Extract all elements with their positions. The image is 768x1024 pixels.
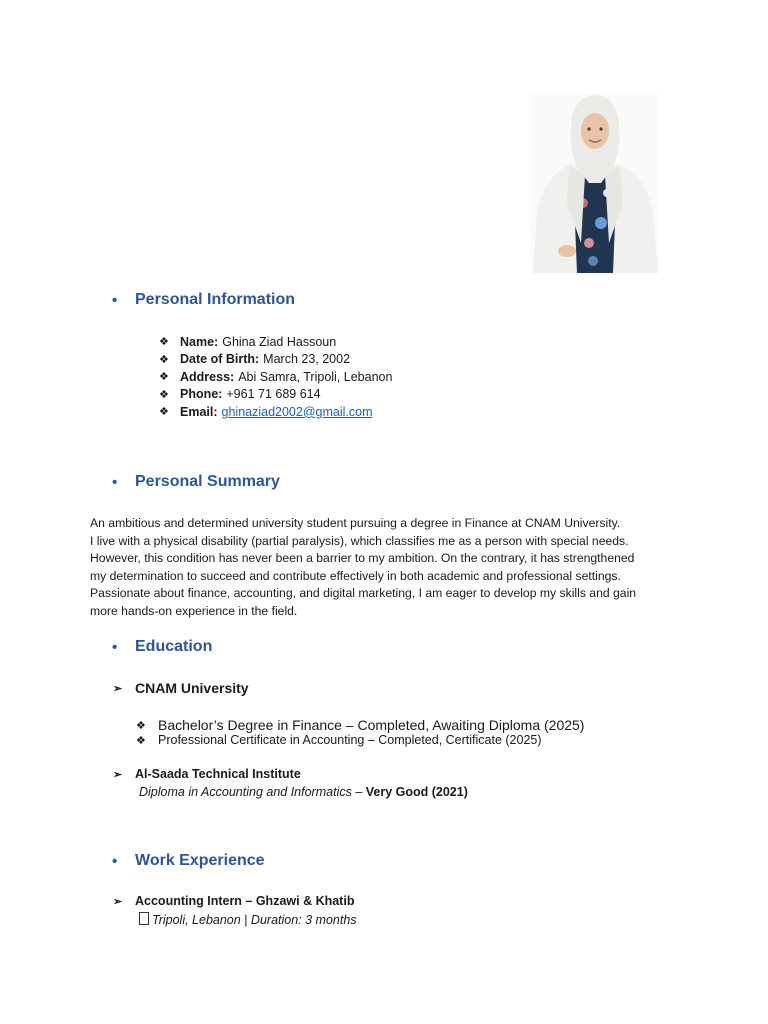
profile-photo: [531, 93, 658, 273]
diploma-name: Diploma in Accounting and Informatics: [139, 785, 352, 799]
education-cnam: [113, 680, 249, 696]
diamond-bullet-icon: ❖: [159, 388, 169, 401]
degree-text: Bachelor’s Degree in Finance – Completed, Awaiting Diploma (2025): [158, 717, 585, 733]
institution-name: Al-Saada Technical Institute: [135, 767, 301, 781]
personal-info-heading: [112, 291, 295, 309]
info-phone: [159, 386, 392, 404]
diploma-line: [139, 785, 468, 799]
heading-text: Work Experience: [135, 852, 265, 869]
separator: –: [351, 785, 366, 799]
summary-line: more hands-on experience in the field.: [90, 603, 298, 618]
diamond-bullet-icon: ❖: [159, 353, 169, 366]
field-label: Email:: [180, 404, 218, 419]
work-location: Tripoli, Lebanon: [152, 913, 241, 927]
education-al-saada: [113, 767, 301, 781]
field-label: Name:: [180, 334, 219, 349]
summary-line: my determination to succeed and contribute effectively in both academic and professional settings.: [90, 568, 621, 583]
info-email: [159, 403, 392, 421]
personal-summary-heading: [112, 473, 280, 491]
arrow-bullet-icon: ➢: [113, 895, 123, 908]
arrow-bullet-icon: ➢: [113, 682, 123, 695]
info-address: [159, 368, 392, 386]
bullet-dot: •: [112, 473, 118, 491]
diamond-bullet-icon: ❖: [136, 734, 146, 747]
field-value: March 23, 2002: [263, 352, 351, 367]
work-details: [139, 912, 357, 927]
bullet-dot: •: [112, 852, 118, 870]
heading-text: Personal Summary: [135, 473, 280, 490]
field-label: Phone:: [180, 387, 223, 402]
summary-line: An ambitious and determined university student pursuing a degree in Finance at CNAM University.: [90, 516, 621, 530]
diamond-bullet-icon: ❖: [136, 719, 146, 732]
education-heading: [112, 638, 212, 656]
work-role: [113, 894, 354, 908]
degree-bachelor: [136, 717, 584, 733]
field-label: Date of Birth:: [180, 352, 260, 367]
diamond-bullet-icon: ❖: [159, 371, 169, 384]
work-experience-heading: [112, 852, 265, 870]
summary-paragraph: [90, 515, 670, 620]
field-label: Address:: [180, 369, 235, 384]
field-value: +961 71 689 614: [226, 387, 321, 402]
field-value: Ghina Ziad Hassoun: [222, 334, 337, 349]
bullet-dot: •: [112, 638, 118, 656]
summary-line: Passionate about finance, accounting, and digital marketing, I am eager to develop my skills and gain: [90, 586, 637, 600]
summary-line: I live with a physical disability (partial paralysis), which classifies me as a person with special needs.: [90, 533, 629, 548]
institution-name: CNAM University: [135, 680, 249, 696]
work-duration: Duration: 3 months: [250, 913, 357, 927]
arrow-bullet-icon: ➢: [113, 768, 123, 781]
separator: |: [240, 913, 251, 927]
info-name: [159, 333, 392, 351]
diamond-bullet-icon: ❖: [159, 406, 169, 419]
diploma-grade: Very Good (2021): [365, 785, 468, 799]
info-date-of-birth: [159, 351, 392, 369]
role-title: Accounting Intern – Ghzawi & Khatib: [135, 894, 355, 908]
degree-certificate: [136, 733, 542, 747]
summary-line: However, this condition has never been a barrier to my ambition. On the contrary, it has strengthened: [90, 551, 635, 565]
degree-text: Professional Certificate in Accounting – Completed, Certificate (2025): [158, 733, 542, 747]
diamond-bullet-icon: ❖: [159, 336, 169, 349]
location-pin-icon: [139, 912, 149, 925]
email-link[interactable]: ghinaziad2002@gmail.com: [221, 404, 373, 419]
heading-text: Personal Information: [135, 291, 296, 308]
field-value: Abi Samra, Tripoli, Lebanon: [238, 369, 393, 384]
bullet-dot: •: [112, 291, 118, 309]
heading-text: Education: [135, 638, 213, 655]
personal-info-list: [159, 333, 392, 421]
